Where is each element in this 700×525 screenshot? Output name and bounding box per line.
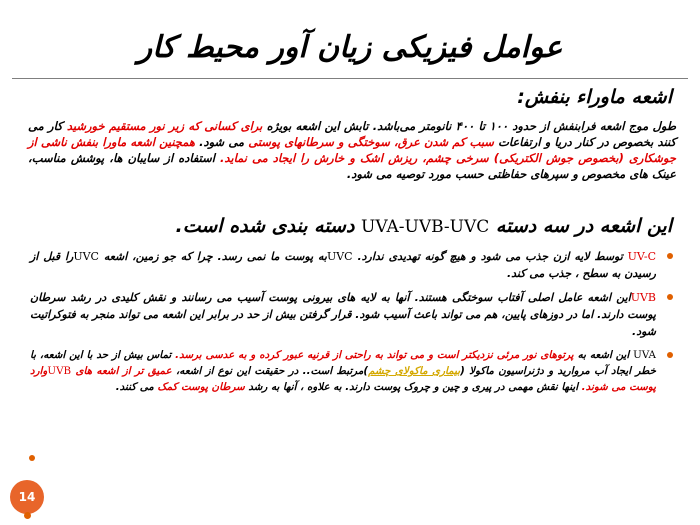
list-item-uvb [30,289,676,340]
page-number-badge: 14 [10,480,44,514]
uva-text-4: اینها نقش مهمی در پیری و چین و چروک پوست دارند. به علاوه ، آنها به رشد [244,381,582,393]
uva-tag: UVA [633,349,656,361]
intro-highlight-3: همچنین اشعه ماورا بنفش ناشی از جوشکاری (بخصوص جوش الکتریکی) سرخی چشم، ریزش اشک و خارش را ایجاد می نماید. [28,135,676,165]
uva-highlight-4: سرطان پوست کمک [157,381,245,393]
uva-text-5: می کنند. [115,381,158,393]
decorative-dot [24,512,31,519]
uvc-text-2: به پوست ما نمی رسد. چرا که جو زمین، اشعه [98,250,327,263]
uv-types-list [30,248,676,404]
uva-text-1: این اشعه به [573,349,634,361]
bullet-icon [667,294,673,300]
classification-suffix: دسته بندی شده است. [175,215,362,237]
uvc-text-3: را قبل از رسیدن به سطح ، جذب می کند. [30,250,656,280]
intro-text-3: می شود. [194,135,249,149]
bullet-icon [29,455,35,461]
uvb-text: این اشعه عامل اصلی آفتاب سوختگی هستند. آنها به لایه های بیرونی پوست آسیب می رسانند و نقش کلیدی در رشد سرطان پوست دارند. اما در دوزهای پایین، هم می تواند باعث آسیب شود. قرار گرفتن بیش از حد در برابر این اشعه می تواند منجر به فتوکراتیت شود. [30,291,656,338]
bullet-icon [667,352,673,358]
uva-highlight-2: عمیق تر از اشعه های [71,365,172,377]
uvc-tag: UV-C [627,250,656,263]
uvc-text-1: توسط لایه ازن جذب می شود و هیچ گونه تهدیدی ندارد. [352,250,628,263]
uva-highlight-3: وارد پوست می شوند. [30,365,656,393]
intro-highlight-1: برای کسانی که زیر نور مستقیم خورشید [66,119,263,133]
uv-heading: اشعه ماوراء بنفش: [517,86,672,108]
title-divider [12,78,688,79]
intro-text-1: طول موج اشعه فرابنفش از حدود ۱۰۰ تا ۴۰۰ نانومتر می‌باشد. تابش این اشعه بویژه [262,119,676,133]
intro-text-4: استفاده از سایبان ها، پوشش مناسب، عینک های مخصوص و سپرهای حفاظتی حسب مورد توصیه می شود. [28,151,676,181]
uva-tag-2: UVB [47,365,72,377]
intro-text-2: کار می کنند بخصوص در کنار دریا و ارتفاعات [28,119,676,149]
uva-text-3: )مرتبط است.. در حقیقت این نوع از اشعه، [171,365,369,377]
classification-prefix: این اشعه در سه دسته [489,215,672,237]
classification-types: UVA-UVB-UVC [361,217,490,237]
uva-highlight-macula: بیماری ماکولای چشم [368,365,461,377]
bullet-icon [667,253,673,259]
uva-text-2: تماس بیش از حد با این اشعه، با خطر ایجاد آب مروارید و دژنراسیون ماکولا ( [30,349,656,377]
intro-paragraph [28,118,676,182]
list-item-uva [30,347,676,395]
uva-highlight-1: پرتوهای نور مرئی نزدیکتر است و می تواند به راحتی از قرنیه عبور کرده و به عدسی برسد. [175,349,574,361]
uvc-tag-3: UVC [73,250,99,263]
intro-highlight-2: سبب کم شدن عرق، سوختگی و سرطانهای پوستی [248,135,494,149]
uvb-tag: UVB [630,291,656,304]
uvc-tag-2: UVC [326,250,353,263]
classification-heading [176,215,673,237]
list-item-uvc [30,248,676,282]
slide-title: عوامل فیزیکی زیان آور محیط کار [137,30,563,65]
